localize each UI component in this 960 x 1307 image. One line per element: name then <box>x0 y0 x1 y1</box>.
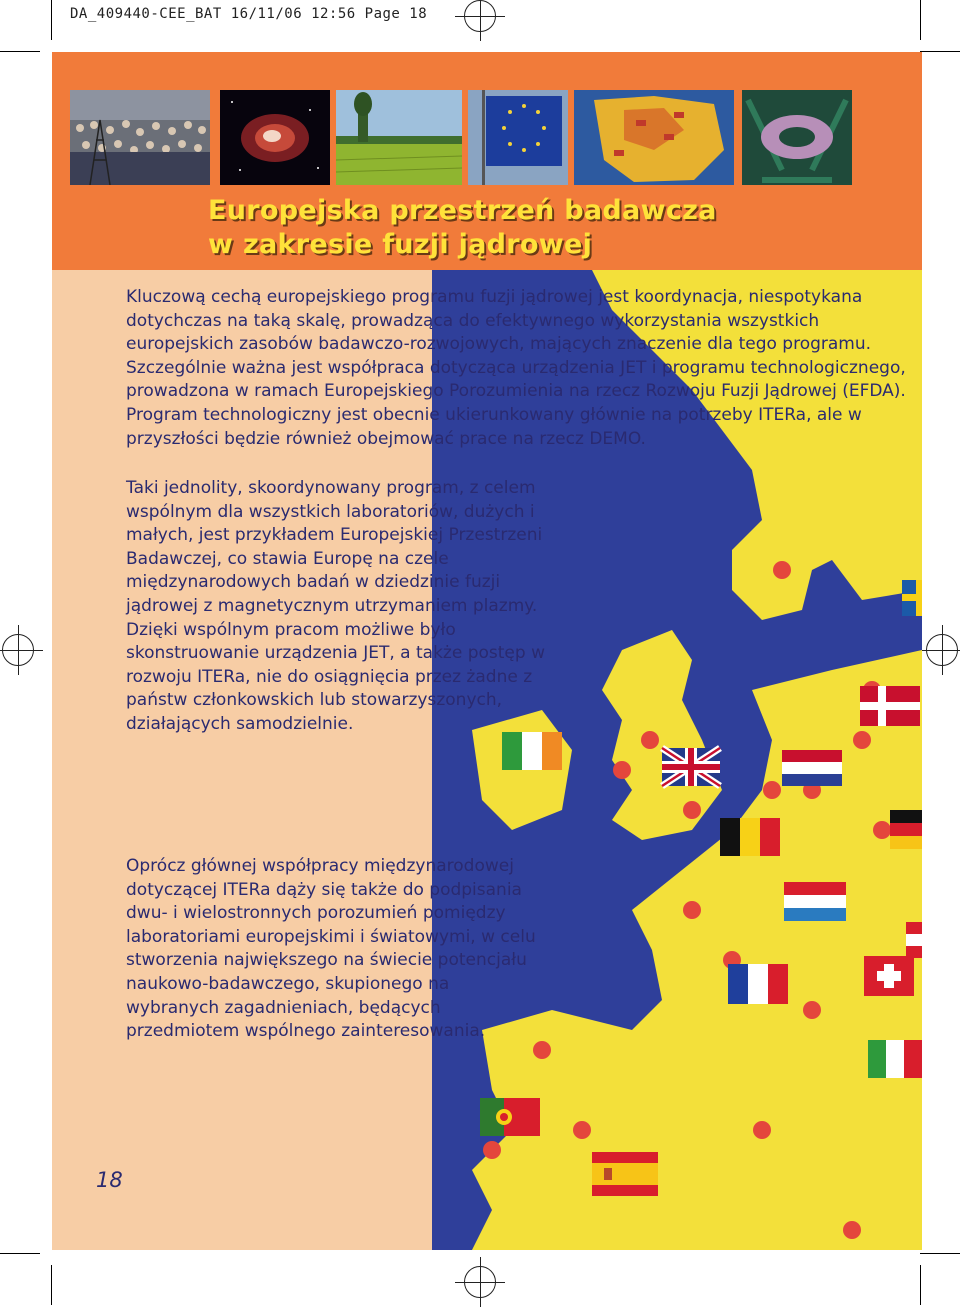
crop-mark <box>51 0 52 40</box>
title-line-2: w zakresie fuzji jądrowej <box>208 229 593 260</box>
crop-mark <box>920 51 960 52</box>
intro-paragraph: Kluczową cechą europejskiego programu fuzji jądrowej jest koordynacja, niespotykana dotychczas na taką skalę, prowadząca do efektywnego wykorzystania wszystkich europejskich zasobów badawczo-rozwojowych, mających znaczenie dla tego programu. Szczególnie ważna jest współpraca dotycząca urządzenia JET i programu technologicznego, prowadzona w ramach Europejskiego Porozumienia na rzecz Rozwoju Fuzji Jądrowej (EFDA). Program technologiczny jest obecnie ukierunkowany głównie na potrzeby ITERa, ale w przyszłości będzie również obejmować prace na rzecz DEMO. <box>126 287 906 449</box>
nebula-photo <box>220 90 330 185</box>
body-paragraph-2: Oprócz głównej współpracy międzynarodowej dotyczącej ITERa dąży się także do podpisania dwu- i wielostronnych porozumień pomiędzy laboratoriami europejskimi i światowymi, w celu stworzenia największego na świecie potencjału naukowo-badawczego, skupionego na wybranych zagadnieniach, będących przedmiotem wspólnego zainteresowania. <box>126 856 536 1042</box>
uk-flag <box>662 748 720 786</box>
netherlands-flag <box>782 750 842 786</box>
crop-mark <box>51 1265 52 1305</box>
page-title <box>208 194 717 262</box>
spain-flag <box>592 1152 658 1196</box>
denmark-flag <box>860 686 920 726</box>
photo-strip <box>70 90 852 185</box>
europe-map-photo <box>574 90 734 185</box>
title-line-1: Europejska przestrzeń badawcza <box>208 195 717 226</box>
crop-mark <box>920 1265 921 1305</box>
portugal-flag <box>480 1098 540 1136</box>
france-flag <box>728 964 788 1004</box>
registration-mark <box>464 0 496 32</box>
sweden-flag <box>902 580 922 616</box>
belgium-flag <box>720 818 780 856</box>
crop-mark <box>0 1253 40 1254</box>
crowd-photo <box>70 90 210 185</box>
crop-mark <box>920 1253 960 1254</box>
registration-mark <box>926 634 958 666</box>
eu-flag-photo <box>468 90 568 185</box>
austria-flag <box>906 922 922 958</box>
tokamak-photo <box>742 90 852 185</box>
print-slug: DA_409440-CEE_BAT 16/11/06 12:56 Page 18 <box>70 6 428 22</box>
germany-flag <box>890 810 922 849</box>
italy-flag <box>868 1040 922 1078</box>
registration-mark <box>2 634 34 666</box>
field-photo <box>336 90 462 185</box>
page <box>52 52 922 1250</box>
crop-mark <box>920 0 921 40</box>
ireland-flag <box>502 732 562 770</box>
switzerland-flag <box>864 956 914 996</box>
luxembourg-flag <box>784 882 846 921</box>
registration-mark <box>464 1266 496 1298</box>
page-number: 18 <box>96 1168 123 1192</box>
body-paragraph-1: Taki jednolity, skoordynowany program, z celem wspólnym dla wszystkich laboratoriów, dużych i małych, jest przykładem Europejskiej Przestrzeni Badawczej, co stawia Europę na czele międzynarodowych badań w dziedzinie fuzji jądrowej z magnetycznym utrzymaniem plazmy. Dzięki wspólnym pracom możliwe było skonstruowanie urządzenia JET, a także postęp w rozwoju ITERa, nie do osiągnięcia przez żadne z państw członkowskich lub stowarzyszonych, działających samodzielnie. <box>126 478 545 734</box>
crop-mark <box>0 51 40 52</box>
